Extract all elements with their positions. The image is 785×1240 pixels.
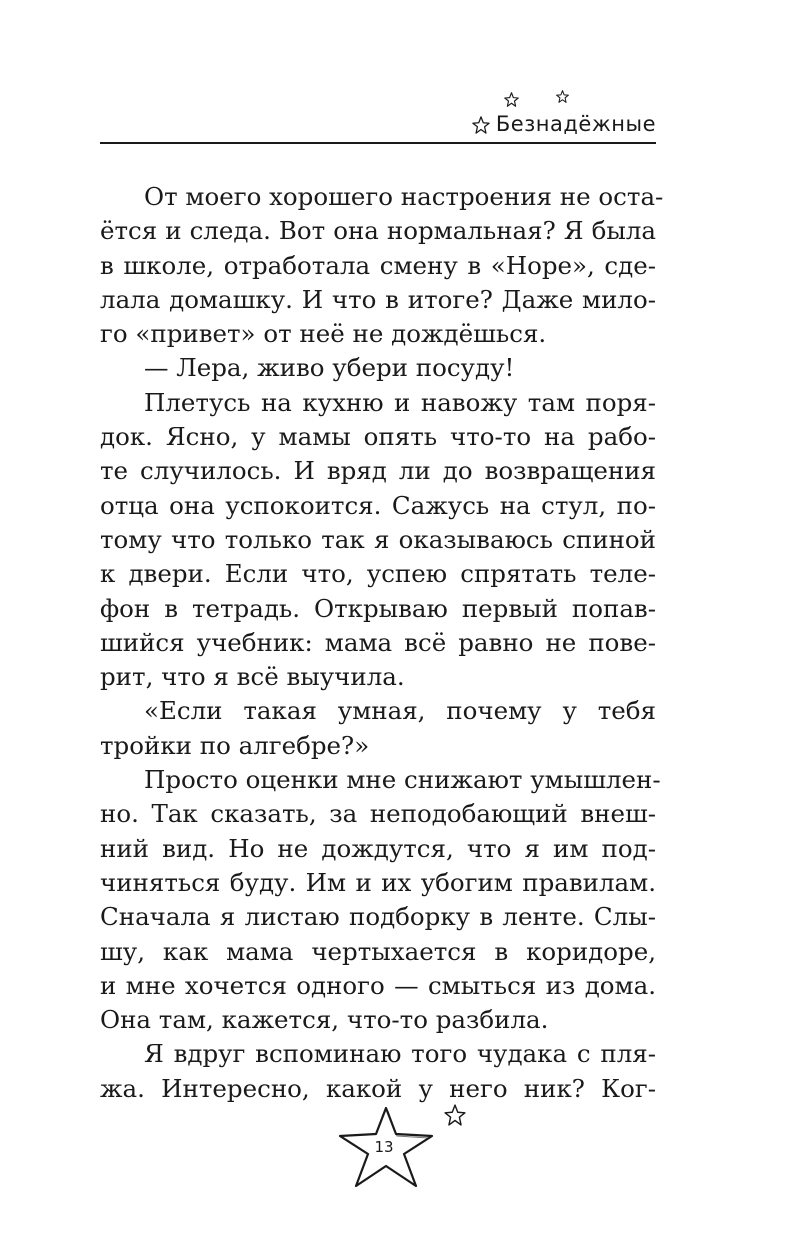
text-line: Просто оценки мне снижают умышлен-	[144, 765, 661, 795]
text-line: к двери. Если что, успею спрятать теле-	[100, 559, 656, 589]
text-line: тройки по алгебре?»	[100, 730, 370, 760]
body-text	[100, 180, 664, 1106]
star-doodle-icon	[472, 116, 490, 134]
text-line: ний вид. Но не дождутся, что я им под-	[100, 833, 656, 863]
text-line: тому что только так я оказываюсь спиной	[100, 524, 656, 554]
star-doodle-icon	[444, 1104, 466, 1126]
text-line: Она там, кажется, что-то разбила.	[100, 1005, 549, 1035]
text-line: фон в тетрадь. Открываю первый попав-	[100, 593, 656, 623]
text-line: лала домашку. И что в итоге? Даже мило-	[100, 284, 656, 314]
text-line: шийся учебник: мама всё равно не пове-	[100, 627, 656, 657]
running-header	[100, 86, 656, 144]
star-doodle-icon	[556, 90, 569, 103]
text-line: От моего хорошего настроения не оста-	[144, 182, 664, 211]
text-line: но. Так сказать, за неподобающий внеш-	[100, 799, 656, 829]
text-line: ётся и следа. Вот она нормальная? Я была	[100, 216, 656, 246]
star-doodle-icon	[504, 92, 519, 107]
text-line: Плетусь на кухню и навожу там поря-	[144, 387, 656, 417]
text-line: и мне хочется одного — смыться из дома.	[100, 970, 656, 1000]
text-line: шу, как мама чертыхается в коридоре,	[100, 936, 656, 966]
text-line: — Лера, живо убери посуду!	[144, 353, 515, 383]
text-line: Я вдруг вспоминаю того чудака с пля-	[144, 1039, 656, 1069]
text-line: Сначала я листаю подборку в ленте. Слы-	[100, 902, 656, 932]
text-line: отца она успокоится. Сажусь на стул, по-	[100, 490, 656, 520]
page-number: 13	[374, 1138, 394, 1156]
page-footer	[330, 1102, 480, 1192]
text-line: чиняться буду. Им и их убогим правилам.	[100, 867, 656, 897]
text-line: те случилось. И вряд ли до возвращения	[100, 456, 656, 486]
text-line: жа. Интересно, какой у него ник? Ког-	[100, 1073, 656, 1103]
text-line: го «привет» от неё не дождёшься.	[100, 319, 547, 349]
book-title: Безнадёжные	[495, 112, 656, 136]
text-line: «Если такая умная, почему у тебя	[144, 696, 656, 726]
text-line: рит, что я всё выучила.	[100, 662, 405, 692]
text-line: в школе, отработала смену в «Норе», сде-	[100, 250, 656, 280]
text-line: док. Ясно, у мамы опять что-то на рабо-	[100, 422, 656, 452]
